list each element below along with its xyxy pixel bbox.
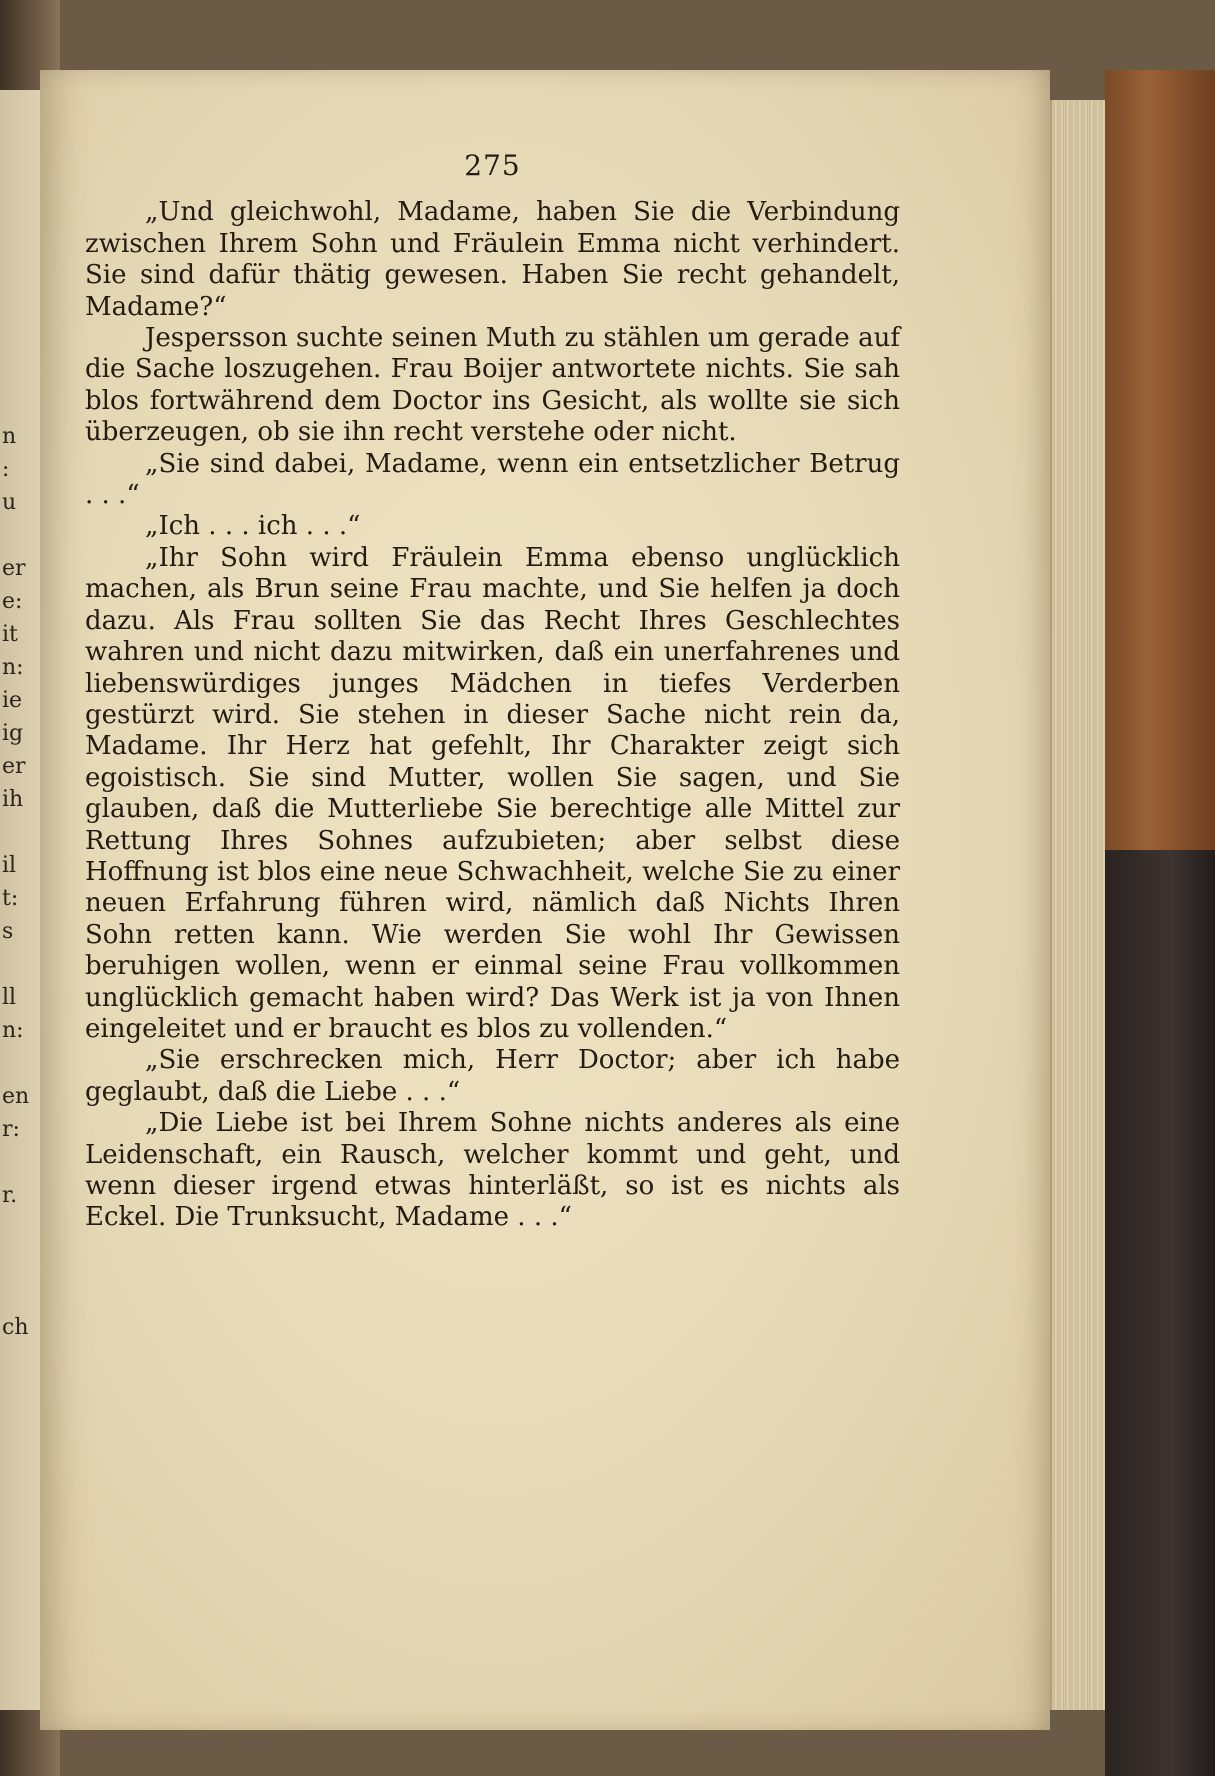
page-edges bbox=[1050, 100, 1112, 1710]
paragraph: Jespersson suchte seinen Muth zu stählen um gerade auf die Sache loszugehen. Frau Boijer antwortete nichts. Sie sah blos fortwährend dem Doctor ins Gesicht, als wollte sie sich überzeugen, ob sie ihn recht verstehe oder nicht. bbox=[85, 323, 900, 448]
left-page-text-fragments: n : u er e: it n: ie ig er ih il t: s ll n: en r: r. ch bbox=[2, 424, 30, 1340]
paragraph: „Und gleichwohl, Madame, haben Sie die Verbindung zwischen Ihrem Sohn und Fräulein Emma nicht verhindert. Sie sind dafür thätig gewesen. Haben Sie recht gehandelt, Madame?“ bbox=[85, 197, 900, 322]
paragraph: „Ihr Sohn wird Fräulein Emma ebenso unglücklich machen, als Brun seine Frau machte, und Sie helfen ja doch dazu. Als Frau sollten Sie das Recht Ihres Geschlechtes wahren und nicht dazu mitwirken, daß ein unerfahrenes und liebenswürdiges junges Mädchen in tiefes Verderben gestürzt wird. Sie stehen in dieser Sache nicht rein da, Madame. Ihr Herz hat gefehlt, Ihr Charakter zeigt sich egoistisch. Sie sind Mutter, wollen Sie sagen, und Sie glauben, daß die Mutterliebe Sie berechtige alle Mittel zur Rettung Ihres Sohnes aufzubieten; aber selbst diese Hoffnung ist blos eine neue Schwachheit, welche Sie zu einer neuen Erfahrung führen wird, nämlich daß Nichts Ihren Sohn retten kann. Wie werden Sie wohl Ihr Gewissen beruhigen wollen, wenn er einmal seine Frau vollkommen unglücklich gemacht haben wird? Das Werk ist ja von Ihnen eingeleitet und er braucht es blos zu vollenden.“ bbox=[85, 542, 900, 1044]
paragraph: „Die Liebe ist bei Ihrem Sohne nichts anderes als eine Leidenschaft, ein Rausch, welcher kommt und geht, und wenn dieser irgend etwas hinterläßt, so ist es nichts als Eckel. Die Trunksucht, Madame . . .“ bbox=[85, 1108, 900, 1233]
right-cover bbox=[1105, 70, 1215, 1776]
paragraph: „Sie sind dabei, Madame, wenn ein entsetzlicher Betrug . . .“ bbox=[85, 448, 900, 511]
left-page-edge bbox=[0, 90, 42, 1710]
page-number: 275 bbox=[464, 149, 521, 182]
page-content bbox=[85, 150, 900, 1234]
cover-spine-band bbox=[1105, 850, 1215, 1776]
paragraph: „Sie erschrecken mich, Herr Doctor; aber ich habe geglaubt, daß die Liebe . . .“ bbox=[85, 1045, 900, 1107]
paragraph: „Ich . . . ich . . .“ bbox=[145, 511, 361, 542]
